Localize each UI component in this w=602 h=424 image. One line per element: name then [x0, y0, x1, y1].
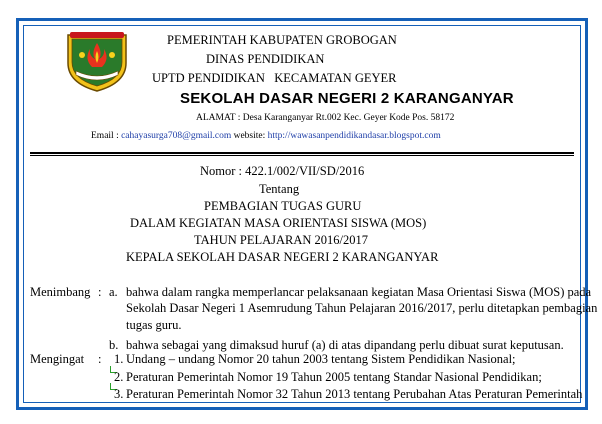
- grobogan-crest-logo: [62, 29, 132, 93]
- email-link[interactable]: cahayasurga708@gmail.com: [121, 131, 232, 141]
- mengingat-colon: :: [98, 352, 102, 366]
- mengingat-item-2: Peraturan Pemerintah Nomor 19 Tahun 2005 tentang Standar Nasional Pendidikan;: [126, 370, 542, 384]
- header-department: DINAS PENDIDIKAN: [206, 52, 325, 66]
- header-uptd: UPTD PENDIDIKAN KECAMATAN GEYER: [152, 71, 397, 85]
- mengingat-item-1: Undang – undang Nomor 20 tahun 2003 tentang Sistem Pendidikan Nasional;: [126, 352, 516, 366]
- website-link[interactable]: http://wawasanpendidikandasar.blogspot.com: [267, 131, 441, 141]
- menimbang-a-line-1: bahwa dalam rangka memperlancar pelaksanaan kegiatan Masa Orientasi Siswa (MOS) pada: [126, 285, 592, 299]
- menimbang-b-line-1: bahwa sebagai yang dimaksud huruf (a) di atas dipandang perlu dibuat surat keputusan.: [126, 338, 564, 352]
- title-tentang: Tentang: [259, 182, 300, 196]
- document-number: Nomor : 422.1/002/VII/SD/2016: [200, 164, 365, 178]
- letterhead-divider-thin: [30, 155, 574, 156]
- menimbang-colon: :: [98, 285, 102, 299]
- menimbang-marker-b: b.: [109, 338, 119, 352]
- header-school-name: SEKOLAH DASAR NEGERI 2 KARANGANYAR: [180, 90, 514, 107]
- menimbang-label: Menimbang: [30, 285, 91, 299]
- menimbang-marker-a: a.: [109, 285, 118, 299]
- header-address: ALAMAT : Desa Karanganyar Rt.002 Kec. Geyer Kode Pos. 58172: [196, 113, 455, 123]
- menimbang-a-line-2: Sekolah Dasar Negeri 1 Asemrudung Tahun Pelajaran 2016/2017, perlu ditetapkan pembagian: [126, 301, 598, 315]
- mengingat-label: Mengingat: [30, 352, 85, 366]
- title-line-1: PEMBAGIAN TUGAS GURU: [204, 199, 362, 213]
- mengingat-marker-1: 1.: [114, 352, 124, 366]
- title-line-3: TAHUN PELAJARAN 2016/2017: [194, 233, 368, 247]
- letterhead-divider-thick: [30, 152, 574, 154]
- email-label: Email :: [91, 131, 122, 141]
- header-contact: [91, 131, 441, 141]
- title-line-4: KEPALA SEKOLAH DASAR NEGERI 2 KARANGANYAR: [126, 250, 439, 264]
- mengingat-marker-3: 3.: [114, 387, 124, 401]
- title-line-2: DALAM KEGIATAN MASA ORIENTASI SISWA (MOS): [130, 216, 427, 230]
- header-government: PEMERINTAH KABUPATEN GROBOGAN: [167, 33, 397, 47]
- menimbang-a-line-3: tugas guru.: [126, 318, 182, 332]
- mengingat-item-3: Peraturan Pemerintah Nomor 32 Tahun 2013 tentang Perubahan Atas Peraturan Pemerintah: [126, 387, 583, 401]
- mengingat-marker-2: 2.: [114, 370, 124, 384]
- website-label: website:: [231, 131, 268, 141]
